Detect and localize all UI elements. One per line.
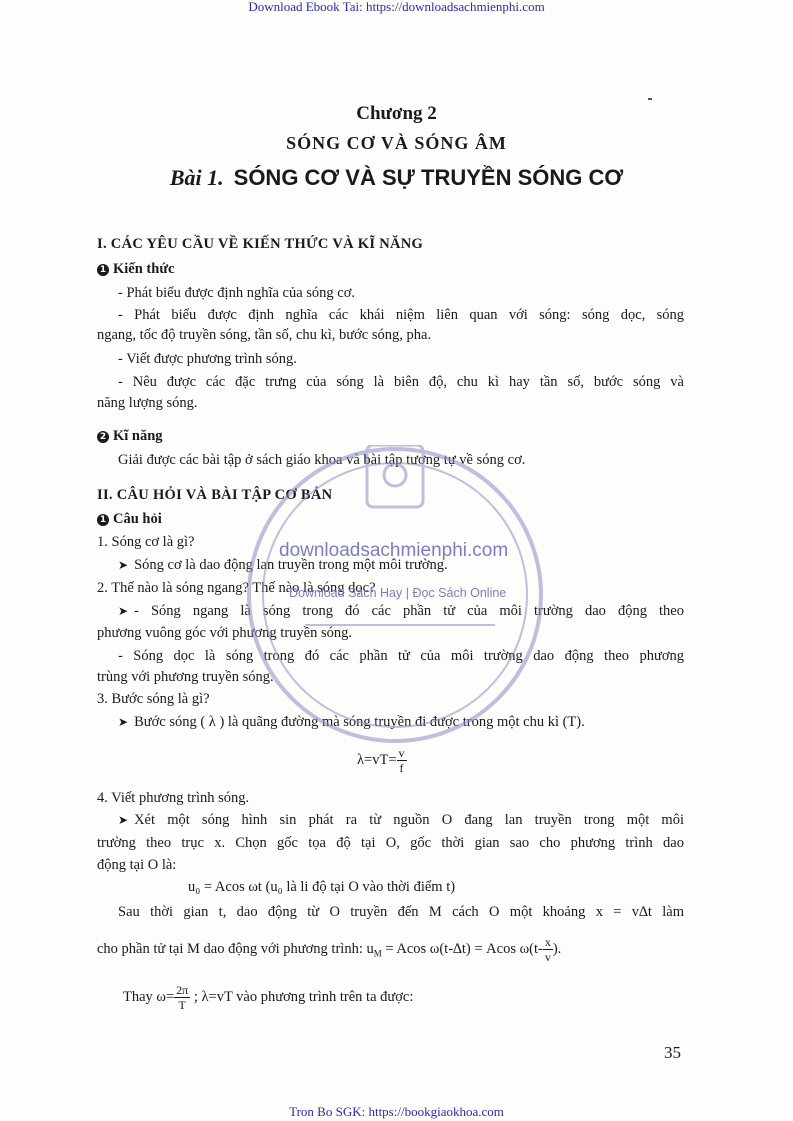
page-number: 35 [664, 1043, 681, 1062]
formula-lhs: λ=vT= [357, 751, 397, 768]
knowledge-line: - Nêu được các đặc trưng của sóng là biên độ, chu kì hay tần số, bước sóng và [118, 374, 684, 390]
wave-eq-subscript: M [373, 948, 382, 959]
answer-3-text: Bước sóng ( λ ) là quãng đường mà sóng truyền đi được trong một chu kì (T). [134, 714, 585, 730]
section-1-heading: I. CÁC YÊU CẦU VỀ KIẾN THỨC VÀ KĨ NĂNG [97, 236, 424, 252]
arrow-bullet-icon: ➤ [118, 813, 129, 827]
knowledge-title: Kiến thức [113, 261, 175, 277]
questions-heading [97, 510, 162, 528]
answer-1-text: Sóng cơ là dao động lan truyền trong một môi trường. [134, 557, 448, 573]
question-3: 3. Bước sóng là gì? [97, 691, 210, 707]
arrow-bullet-icon: ➤ [118, 604, 129, 618]
substitution-text: ; λ=vT vào phương trình trên ta được: [190, 988, 414, 1005]
formula-numerator: v [398, 746, 405, 760]
lesson-title-text: SÓNG CƠ VÀ SỰ TRUYỀN SÓNG CƠ [233, 165, 624, 190]
answer-4-line: động tại O là: [97, 857, 177, 873]
knowledge-line: năng lượng sóng. [97, 395, 198, 411]
answer-2-line: trùng với phương truyền sóng. [97, 669, 274, 685]
knowledge-line: - Viết được phương trình sóng. [118, 351, 297, 367]
wave-eq-text: cho phần tử tại M dao động với phương trình: u [97, 940, 374, 957]
answer-4-text: Xét một sóng hình sin phát ra từ nguồn O đang lan truyền trong một môi [134, 812, 684, 828]
formula-fraction [397, 746, 407, 775]
question-4: 4. Viết phương trình sóng. [97, 790, 250, 806]
watermark-sub-text: Download Sách Hay | Đọc Sách Online [289, 586, 507, 600]
knowledge-line: ngang, tốc độ truyền sóng, tần số, chu kì, bước sóng, pha. [97, 327, 432, 343]
substitution-text: Thay ω= [123, 988, 175, 1005]
wave-eq-text: = Acos ω(t-∆t) = Acos ω(t- [381, 940, 543, 957]
arrow-bullet-icon: ➤ [118, 715, 129, 729]
chapter-title: SÓNG CƠ VÀ SÓNG ÂM [286, 133, 507, 153]
formula-denominator: f [399, 761, 404, 775]
answer-2-line [118, 602, 684, 620]
answer-3 [118, 713, 585, 731]
substitution-line [123, 983, 413, 1012]
knowledge-line: - Phát biểu được định nghĩa các khái niệm liên quan với sóng: sóng dọc, sóng [118, 307, 684, 323]
numbered-bullet-icon: 2 [97, 431, 109, 443]
questions-title: Câu hỏi [113, 511, 162, 527]
question-1: 1. Sóng cơ là gì? [97, 534, 195, 550]
x-over-v-fraction [543, 935, 553, 964]
answer-2-text: - Sóng ngang là sóng trong đó các phần tử của môi trường dao động theo [134, 603, 684, 619]
fraction-denominator: T [178, 998, 186, 1012]
wavelength-formula [357, 746, 407, 775]
top-download-banner[interactable]: Download Ebook Tai: https://downloadsachmienphi.com [248, 0, 545, 14]
knowledge-heading [97, 260, 174, 278]
answer-2-line: phương vuông góc với phương truyền sóng. [97, 625, 352, 641]
arrow-bullet-icon: ➤ [118, 558, 129, 572]
scan-speck [648, 98, 652, 100]
answer-4-line: trường theo trục x. Chọn gốc tọa độ tại O, gốc thời gian sao cho phương trình dao [97, 835, 684, 851]
lesson-number: Bài 1. [169, 165, 224, 190]
skills-line: Giải được các bài tập ở sách giáo khoa và bài tập tương tự về sóng cơ. [118, 452, 526, 468]
fraction-numerator: x [544, 935, 551, 949]
section-2-heading: II. CÂU HỎI VÀ BÀI TẬP CƠ BẢN [97, 487, 333, 503]
skills-heading [97, 427, 163, 445]
question-2: 2. Thế nào là sóng ngang? Thế nào là sóng dọc? [97, 580, 376, 596]
wave-eq-text: ). [552, 940, 562, 957]
numbered-bullet-icon: 1 [97, 514, 109, 526]
omega-fraction [174, 983, 190, 1012]
wave-equation-line [97, 935, 561, 964]
answer-4-line [118, 811, 684, 829]
skills-title: Kĩ năng [113, 428, 163, 444]
knowledge-line: - Phát biểu được định nghĩa của sóng cơ. [118, 285, 356, 301]
source-equation: u₀ = Acos ωt (u₀ là li độ tại O vào thời điểm t) [188, 879, 456, 895]
lesson-title [0, 165, 793, 191]
watermark-main-text: downloadsachmienphi.com [279, 540, 509, 561]
fraction-numerator: 2π [176, 983, 189, 997]
bottom-site-banner[interactable]: Tron Bo SGK: https://bookgiaokhoa.com [289, 1104, 504, 1119]
chapter-label: Chương 2 [356, 103, 437, 124]
answer-4-line: Sau thời gian t, dao động từ O truyền đến M cách O một khoảng x = v∆t làm [118, 904, 684, 920]
answer-2-line: - Sóng dọc là sóng trong đó các phần tử của môi trường dao động theo phương [118, 648, 684, 664]
fraction-denominator: v [544, 950, 551, 964]
numbered-bullet-icon: 1 [97, 264, 109, 276]
